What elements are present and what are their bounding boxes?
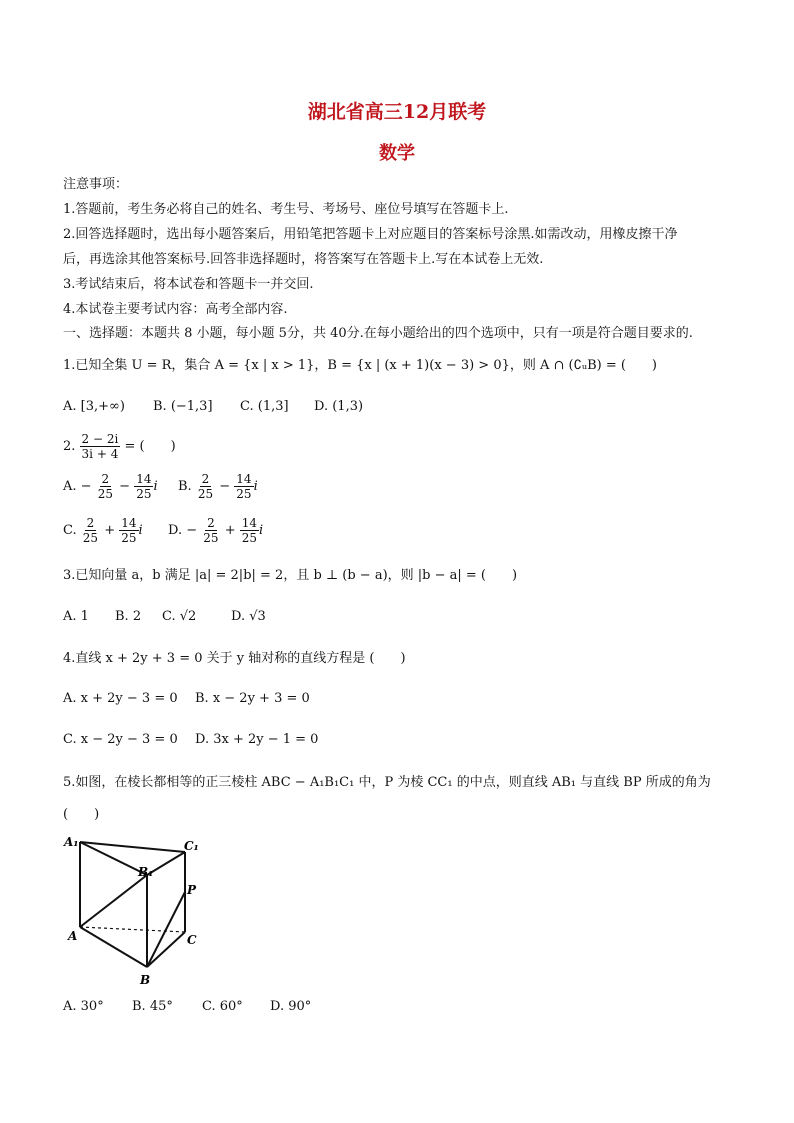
segment-ab1 bbox=[80, 875, 147, 927]
imaginary-unit: i bbox=[259, 523, 264, 538]
q1-option-c[interactable]: C. (1,3] bbox=[240, 399, 289, 414]
option-fraction bbox=[119, 516, 138, 545]
vertex-label-p: P bbox=[187, 883, 197, 897]
option-fraction bbox=[81, 516, 100, 545]
option-operator: − bbox=[219, 479, 231, 494]
denominator: 25 bbox=[203, 531, 219, 545]
section-heading: 一、选择题：本题共 8 小题，每小题 5分，共 40分.在每小题给出的四个选项中，只有一项是符合题目要求的. bbox=[63, 326, 693, 341]
question-3-stem: 3.已知向量 a，b 满足 |a| = 2|b| = 2，且 b ⊥ (b − a)，则 |b − a| = ( ) bbox=[63, 568, 518, 583]
q2-option-d[interactable] bbox=[168, 516, 263, 545]
q3-option-a[interactable]: A. 1 bbox=[63, 609, 89, 624]
numerator: 14 bbox=[136, 472, 152, 486]
denominator: 25 bbox=[121, 531, 137, 545]
option-operator: − bbox=[119, 479, 131, 494]
vertex-label-c1: C₁ bbox=[184, 839, 199, 853]
vertex-label-c: C bbox=[187, 933, 197, 947]
stem-tail: = ( ) bbox=[124, 439, 176, 454]
q5-option-c[interactable]: C. 60° bbox=[202, 999, 243, 1014]
option-operator: + bbox=[104, 523, 116, 538]
hidden-edge-ac bbox=[80, 927, 185, 932]
denominator: 25 bbox=[236, 487, 252, 501]
q3-option-c[interactable]: C. √2 bbox=[162, 609, 197, 624]
option-label: C. bbox=[63, 523, 77, 538]
question-4-stem: 4.直线 x + 2y + 3 = 0 关于 y 轴对称的直线方程是 ( ) bbox=[63, 651, 406, 666]
notice-item: 1.答题前，考生务必将自己的姓名、考生号、考场号、座位号填写在答题卡上. bbox=[63, 202, 509, 217]
option-fraction bbox=[234, 472, 253, 501]
exam-title: 湖北省高三12月联考 bbox=[307, 101, 487, 123]
q1-option-d[interactable]: D. (1,3) bbox=[314, 399, 364, 414]
numerator: 14 bbox=[121, 516, 137, 530]
denominator: 25 bbox=[136, 487, 152, 501]
notice-item: 2.回答选择题时，选出每小题答案后，用铅笔把答题卡上对应题目的答案标号涂黑.如需改动，用橡皮擦干净 bbox=[63, 227, 678, 242]
question-number: 2. bbox=[63, 439, 76, 454]
edge-ab bbox=[80, 927, 147, 967]
notice-heading: 注意事项： bbox=[63, 177, 129, 192]
option-sign: − bbox=[186, 523, 198, 538]
option-fraction bbox=[201, 516, 220, 545]
edge-bc bbox=[147, 932, 185, 967]
numerator: 14 bbox=[236, 472, 252, 486]
denominator: 25 bbox=[82, 531, 99, 545]
imaginary-unit: i bbox=[138, 523, 143, 538]
q4-option-c[interactable]: C. x − 2y − 3 = 0 bbox=[63, 732, 178, 747]
vertex-label-a: A bbox=[68, 929, 78, 943]
numerator: 2 bbox=[86, 516, 95, 530]
option-label: B. bbox=[178, 479, 192, 494]
stem-fraction bbox=[80, 432, 121, 461]
q5-option-a[interactable]: A. 30° bbox=[63, 999, 104, 1014]
question-5-stem: 5.如图，在棱长都相等的正三棱柱 ABC − A₁B₁C₁ 中，P 为棱 CC₁ 的中点，则直线 AB₁ 与直线 BP 所成的角为 bbox=[63, 775, 711, 790]
segment-bp bbox=[147, 892, 185, 967]
imaginary-unit: i bbox=[153, 479, 158, 494]
stem-denominator: 3i + 4 bbox=[81, 447, 119, 461]
notice-item: 后，再选涂其他答案标号.回答非选择题时，将答案写在答题卡上.写在本试卷上无效. bbox=[63, 252, 544, 267]
question-1-stem: 1.已知全集 U = R，集合 A = {x | x > 1}，B = {x | (x + 1)(x − 3) > 0}，则 A ∩ (∁ᵤB) = ( ) bbox=[63, 358, 657, 373]
vertex-label-b: B bbox=[140, 973, 151, 987]
denominator: 25 bbox=[241, 531, 258, 545]
q4-option-d[interactable]: D. 3x + 2y − 1 = 0 bbox=[195, 732, 319, 747]
q1-option-b[interactable]: B. (−1,3] bbox=[153, 399, 213, 414]
denominator: 25 bbox=[197, 487, 214, 501]
question-2-stem bbox=[63, 432, 176, 461]
numerator: 2 bbox=[207, 516, 215, 530]
q4-option-b[interactable]: B. x − 2y + 3 = 0 bbox=[195, 691, 310, 706]
q4-option-a[interactable]: A. x + 2y − 3 = 0 bbox=[63, 691, 178, 706]
q3-option-b[interactable]: B. 2 bbox=[115, 609, 142, 624]
notice-item: 4.本试卷主要考试内容：高考全部内容. bbox=[63, 302, 288, 317]
numerator: 14 bbox=[241, 516, 258, 530]
vertex-label-a1: A₁ bbox=[64, 835, 79, 849]
option-label: D. bbox=[168, 523, 183, 538]
stem-numerator: 2 − 2i bbox=[81, 432, 119, 446]
numerator: 2 bbox=[201, 472, 210, 486]
option-fraction bbox=[96, 472, 115, 501]
option-sign: − bbox=[80, 479, 92, 494]
prism-figure bbox=[60, 832, 220, 992]
imaginary-unit: i bbox=[253, 479, 258, 494]
option-fraction bbox=[196, 472, 215, 501]
subject-title: 数学 bbox=[379, 143, 415, 164]
option-operator: + bbox=[224, 523, 236, 538]
q2-option-b[interactable] bbox=[178, 472, 258, 501]
q2-option-a[interactable] bbox=[63, 472, 158, 501]
option-fraction bbox=[240, 516, 259, 545]
q2-option-c[interactable] bbox=[63, 516, 143, 545]
q1-option-a[interactable]: A. [3,+∞) bbox=[63, 399, 125, 414]
option-label: A. bbox=[63, 479, 77, 494]
option-fraction bbox=[134, 472, 153, 501]
numerator: 2 bbox=[101, 472, 110, 486]
q3-option-d[interactable]: D. √3 bbox=[231, 609, 266, 624]
denominator: 25 bbox=[97, 487, 113, 501]
question-5-stem-bracket: ( ) bbox=[63, 807, 100, 822]
notice-item: 3.考试结束后，将本试卷和答题卡一并交回. bbox=[63, 277, 314, 292]
vertex-label-b1: B₁ bbox=[138, 865, 154, 879]
q5-option-b[interactable]: B. 45° bbox=[132, 999, 173, 1014]
q5-option-d[interactable]: D. 90° bbox=[270, 999, 312, 1014]
